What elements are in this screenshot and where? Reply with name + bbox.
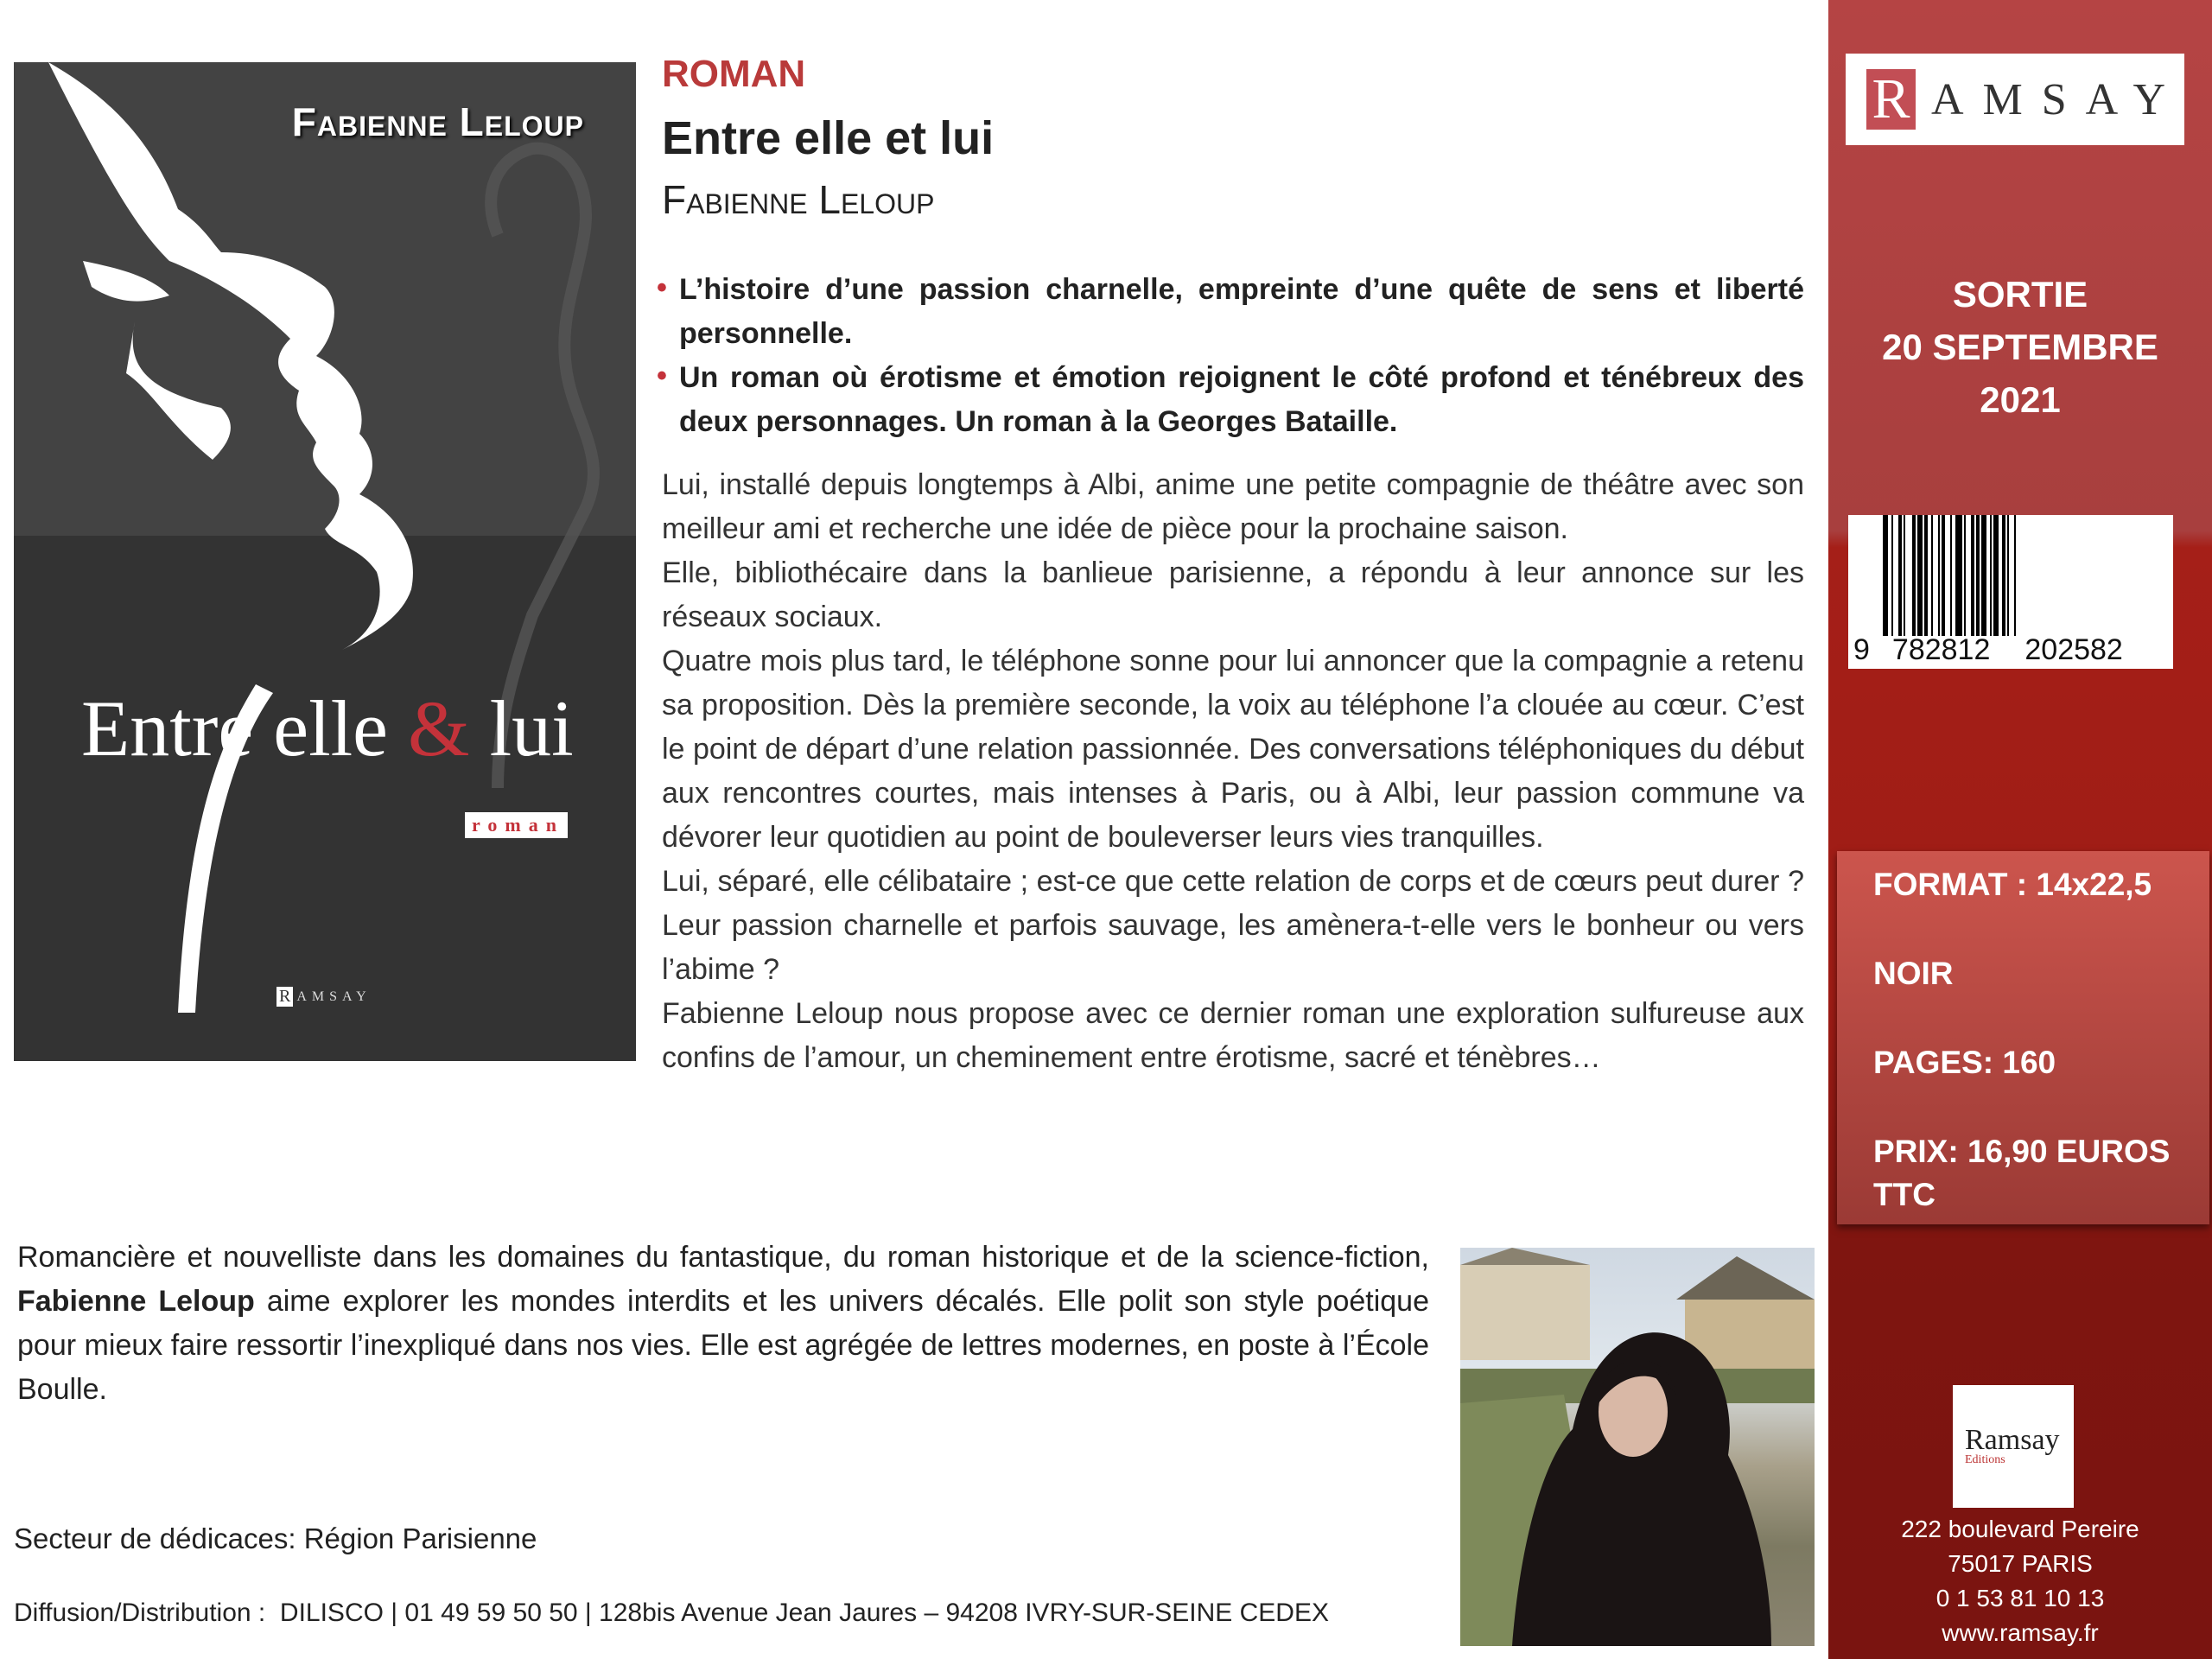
ramsay-editions-logo [1953, 1385, 2074, 1508]
book-description [662, 50, 1804, 1080]
highlight-item: • Un roman où érotisme et émotion rejoignent le côté profond et ténébreux des deux personnages. Un roman à la Georges Bataille. [662, 356, 1804, 444]
author-bio [17, 1236, 1429, 1412]
signing-area: Secteur de dédicaces: Région Parisienne [14, 1522, 537, 1554]
cover-title-part2: lui [469, 684, 574, 772]
info-sidebar [1828, 0, 2212, 1659]
synopsis-paragraph: Elle, bibliothécaire dans la banlieue parisienne, a répondu à leur annonce sur les réseaux sociaux. [662, 556, 1804, 633]
logo2-name: Ramsay [1965, 1424, 2060, 1456]
distribution-info: Diffusion/Distribution : DILISCO | 01 49 59 50 50 | 128bis Avenue Jean Jaures – 94208 IVRY-SUR-SEINE CEDEX [14, 1599, 1329, 1627]
address-line: 75017 PARIS [1948, 1550, 2093, 1577]
barcode-digits [1853, 633, 2168, 667]
release-line: SORTIE [1952, 274, 2088, 315]
spec-price: PRIX: 16,90 EUROS TTC [1873, 1134, 2171, 1212]
cover-publisher-logo [276, 987, 372, 1007]
barcode-bar [2016, 515, 2019, 636]
cover-title-ampersand: & [408, 684, 470, 772]
synopsis-paragraph: Fabienne Leloup nous propose avec ce dernier roman une exploration sulfureuse aux confins de l’amour, un cheminement entre érotisme, sacré et ténèbres… [662, 997, 1804, 1074]
barcode-digit-group: 9 [1853, 633, 1870, 666]
barcode-digit-group: 782812 [1891, 633, 1991, 666]
synopsis-paragraph: Lui, séparé, elle célibataire ; est-ce que cette relation de corps et de cœurs peut durer ? Leur passion charnelle et parfois sauvage, les amènera-t-elle vers le bonheur ou vers l’abime ? [662, 865, 1804, 986]
synopsis-paragraph: Lui, installé depuis longtemps à Albi, anime une petite compagnie de théâtre avec son meilleur ami et recherche une idée de pièce pour la prochaine saison. [662, 468, 1804, 545]
cover-silhouette-illustration [14, 62, 636, 1061]
author-photo [1460, 1248, 1815, 1646]
barcode-bar [1955, 515, 1962, 636]
cover-author: Fabienne Leloup [291, 99, 584, 144]
logo-initial: R [1866, 69, 1916, 130]
bio-text: aime explorer les mondes interdits et les univers décalés. Elle polit son style poétique pour mieux faire ressortir l’inexpliqué dans nos vies. Elle est agrégée de lettres modernes, en poste à l’École Boulle. [17, 1285, 1429, 1406]
book-author: Fabienne Leloup [662, 177, 935, 222]
genre-label: ROMAN [662, 53, 806, 95]
bio-author-name: Fabienne Leloup [17, 1285, 255, 1318]
spec-pages: PAGES: 160 [1873, 1045, 2056, 1080]
book-title: Entre elle et lui [662, 112, 995, 164]
release-line: 2021 [1980, 379, 2061, 420]
logo-rest: AMSAY [1930, 74, 2184, 124]
cover-publisher-initial: R [276, 987, 293, 1007]
spec-format: FORMAT : 14x22,5 [1873, 867, 2152, 902]
address-line: 0 1 53 81 10 13 [1936, 1585, 2105, 1611]
highlights-list [662, 268, 1804, 444]
bio-text: Romancière et nouvelliste dans les domaines du fantastique, du roman historique et de la science-fiction, [17, 1241, 1429, 1274]
cover-publisher-rest: AMSAY [296, 988, 372, 1004]
publisher-address [1828, 1512, 2212, 1650]
book-cover [14, 62, 636, 1061]
highlight-item: • L’histoire d’une passion charnelle, empreinte d’une quête de sens et liberté personnelle. [662, 268, 1804, 356]
synopsis [662, 463, 1804, 1080]
isbn-barcode [1848, 515, 2173, 669]
author-photo-illustration [1460, 1248, 1815, 1646]
logo2-sub: Editions [1965, 1453, 2005, 1466]
address-line: 222 boulevard Pereire [1901, 1516, 2139, 1542]
synopsis-paragraph: Quatre mois plus tard, le téléphone sonne pour lui annoncer que la compagnie a retenu sa proposition. Dès la première seconde, la voix au téléphone l’a clouée au cœur. C’est le point de départ d’une relation passionnée. Des conversations téléphoniques du début aux rencontres courtes, mais intenses à Paris, ou à Albi, leur passion commune va dévorer leur quotidien au point de bouleverser leurs vies tranquilles. [662, 645, 1804, 854]
ramsay-logo [1846, 54, 2184, 145]
cover-title-part1: Entre elle [81, 684, 409, 772]
barcode-digit-group: 202582 [2024, 633, 2123, 666]
cover-genre-tag: roman [465, 812, 568, 838]
barcode-bar [1905, 515, 1912, 636]
release-line: 20 SEPTEMBRE [1882, 327, 2158, 367]
specs-box [1837, 851, 2209, 1224]
website-link[interactable]: www.ramsay.fr [1942, 1619, 2099, 1646]
release-date [1828, 268, 2212, 426]
barcode-bars [1883, 515, 2159, 636]
spec-color: NOIR [1873, 956, 1954, 991]
cover-title [81, 683, 574, 774]
